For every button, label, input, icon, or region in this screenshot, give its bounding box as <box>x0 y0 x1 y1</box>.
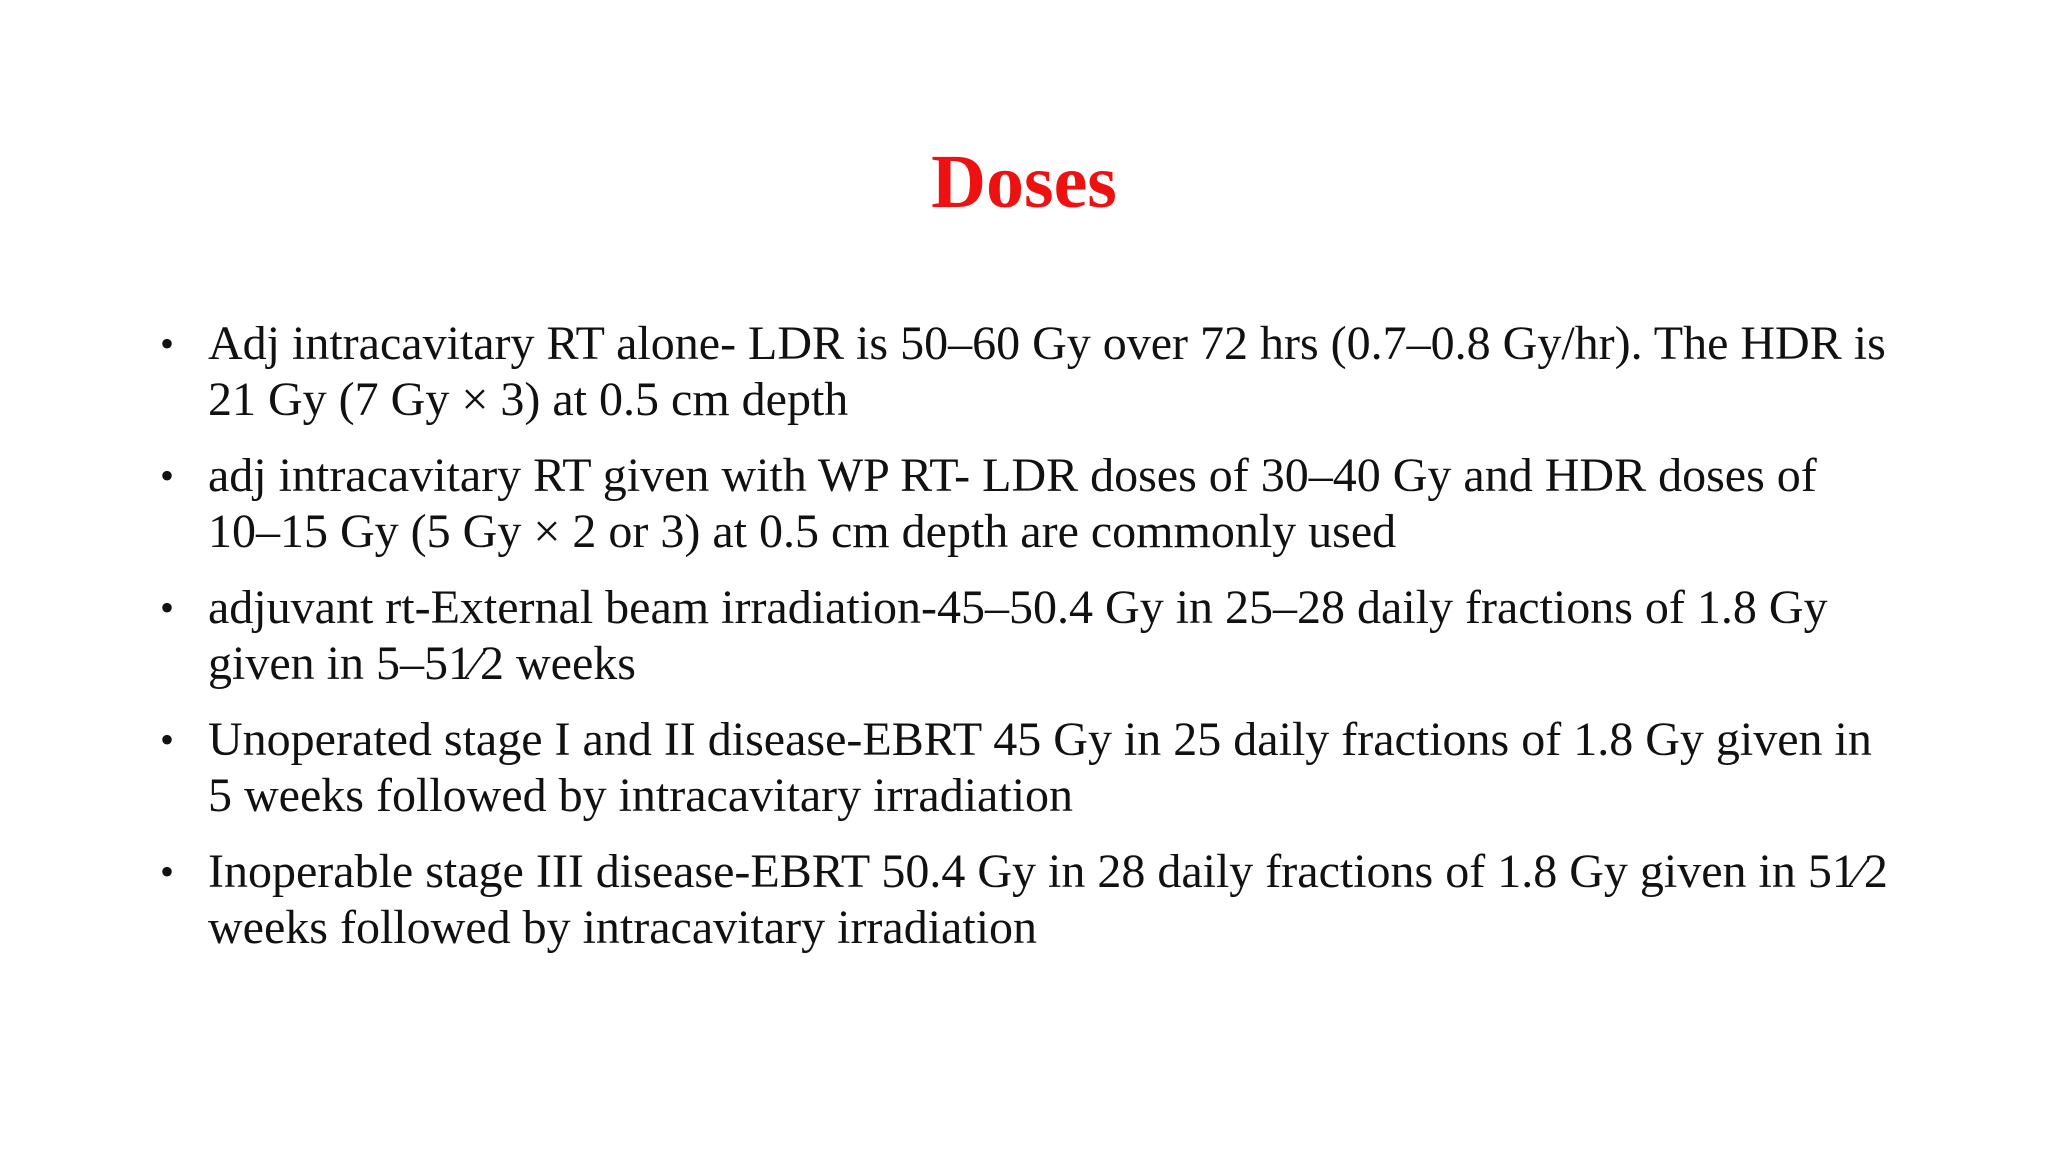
slide-title: Doses <box>931 140 1117 224</box>
bullet-dot-icon: • <box>160 321 175 366</box>
bullet-dot-icon: • <box>160 453 175 498</box>
bullet-text: adjuvant rt-External beam irradiation-45–50.4 Gy in 25–28 daily fractions of 1.8 Gy given in 5–51⁄2 weeks <box>208 581 1828 690</box>
bullet-item <box>160 448 1900 560</box>
bullet-text: adj intracavitary RT given with WP RT- LDR doses of 30–40 Gy and HDR doses of 10–15 Gy (5 Gy × 2 or 3) at 0.5 cm depth are commonly used <box>208 449 1817 558</box>
bullet-text: Adj intracavitary RT alone- LDR is 50–60 Gy over 72 hrs (0.7–0.8 Gy/hr). The HDR is 21 Gy (7 Gy × 3) at 0.5 cm depth <box>208 317 1886 426</box>
bullet-item <box>160 844 1900 956</box>
bullet-list <box>160 316 1900 976</box>
bullet-item <box>160 316 1900 428</box>
bullet-item <box>160 580 1900 692</box>
bullet-text: Inoperable stage III disease-EBRT 50.4 Gy in 28 daily fractions of 1.8 Gy given in 51⁄2 weeks followed by intracavitary irradiation <box>208 845 1888 954</box>
bullet-item <box>160 712 1900 824</box>
bullet-text: Unoperated stage I and II disease-EBRT 45 Gy in 25 daily fractions of 1.8 Gy given in 5 weeks followed by intracavitary irradiation <box>208 713 1872 822</box>
bullet-dot-icon: • <box>160 585 175 630</box>
bullet-dot-icon: • <box>160 717 175 762</box>
bullet-dot-icon: • <box>160 849 175 894</box>
